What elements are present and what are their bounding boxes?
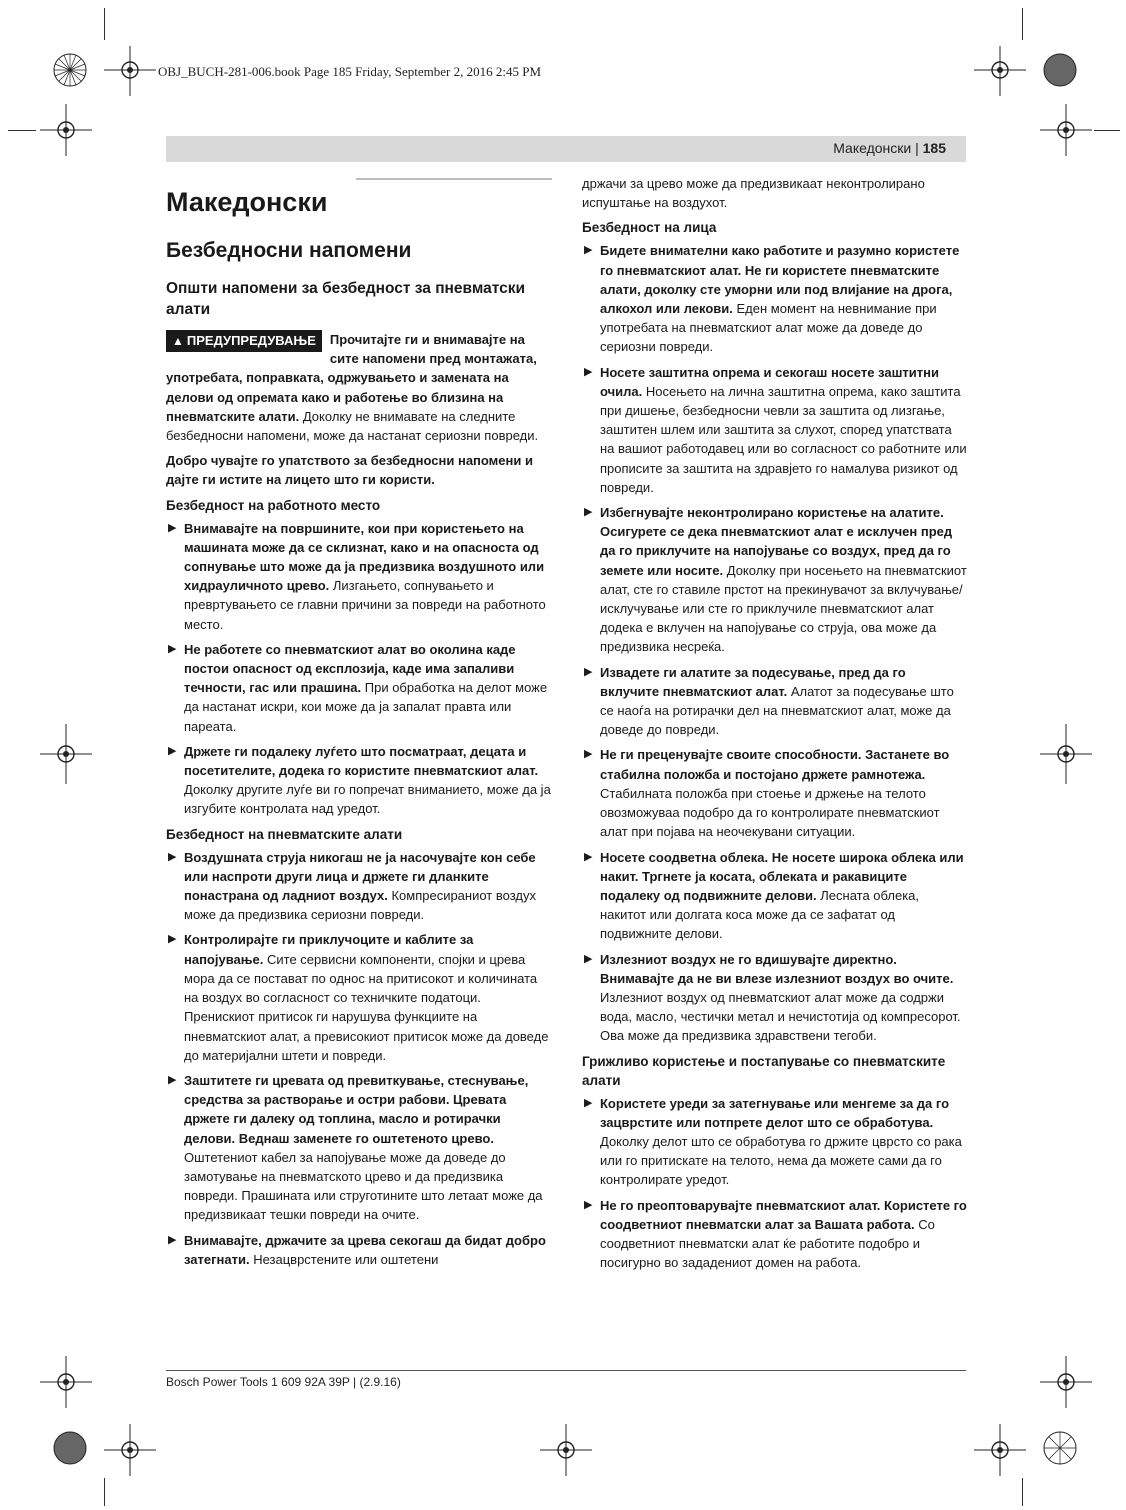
crosshair-right-upper bbox=[1036, 100, 1096, 160]
crop-line-top-right bbox=[1022, 8, 1023, 40]
keep-instructions-note: Добро чувајте го упатството за безбедносни напомени и дајте ги истите на лицето што ги користи. bbox=[166, 453, 533, 488]
list-item bbox=[582, 241, 968, 356]
crosshair-bottom-right bbox=[970, 1420, 1030, 1480]
bullet-arrow-icon: ▶ bbox=[584, 506, 593, 519]
crop-line-bottom-right bbox=[1022, 1478, 1023, 1506]
list-item bbox=[582, 1196, 968, 1273]
bullet-arrow-icon: ▶ bbox=[168, 642, 177, 655]
section-heading: Безбедносни напомени bbox=[166, 239, 412, 262]
item-text: Лизгањето, сопнувањето и превртувањето се главни причини за повреди на работното место. bbox=[184, 578, 546, 632]
header-language: Македонски bbox=[833, 140, 912, 156]
registration-mark-bottom-right bbox=[1030, 1418, 1090, 1478]
warning-triangle-icon: ▲ bbox=[172, 334, 184, 348]
item-bold: Не работете со пневматскиот алат во околина каде постои опасност од експлозија, каде има запаливи течности, гас или прашина. bbox=[184, 641, 516, 696]
crosshair-left-lower bbox=[36, 1352, 96, 1412]
continuation-text: држачи за црево може да предизвикаат неконтролирано испуштање на воздухот. bbox=[582, 176, 925, 211]
bullet-arrow-icon: ▶ bbox=[168, 1073, 177, 1086]
item-bold: Извадете ги алатите за подесување, пред да го вклучите пневматскиот алат. bbox=[600, 664, 906, 699]
tools-list bbox=[166, 848, 552, 1269]
list-item bbox=[166, 519, 552, 634]
item-bold: Контролирајте ги приклучоците и каблите за напојување. bbox=[184, 932, 474, 967]
crosshair-top-right bbox=[970, 42, 1030, 102]
list-item bbox=[166, 1231, 552, 1269]
crosshair-left-upper bbox=[36, 100, 96, 160]
bullet-arrow-icon: ▶ bbox=[584, 850, 593, 863]
bullet-arrow-icon: ▶ bbox=[168, 521, 177, 534]
bullet-arrow-icon: ▶ bbox=[168, 744, 177, 757]
warning-paragraph bbox=[166, 330, 552, 445]
item-bold: Внимавајте на површините, кои при користењето на машината може да се склизнат, како и на опасноста од сопнување што може да ја предизвика воздушното или хидрауличното црево. bbox=[184, 520, 545, 594]
item-bold: Воздушната струја никогаш не ја насочувајте кон себе или наспроти други лица и држете ги дланките понастрана од ладниот воздух. bbox=[184, 849, 536, 904]
bullet-arrow-icon: ▶ bbox=[584, 1096, 593, 1109]
item-bold: Не го преоптоварувајте пневматскиот алат. Користете го соодветниот пневматски алат за Вашата работа. bbox=[600, 1197, 967, 1232]
item-text: Компресираниот воздух може да предизвика сериозни повреди. bbox=[184, 888, 536, 923]
item-bold: Излезниот воздух не го вдишувајте директно. Внимавајте да не ви влезе излезниот воздух во очите. bbox=[600, 951, 954, 986]
crop-line-right-top bbox=[1094, 130, 1120, 131]
right-column bbox=[582, 174, 968, 1278]
item-bold: Внимавајте, држачите за црева секогаш да бидат добро затегнати. bbox=[184, 1232, 546, 1267]
personal-heading: Безбедност на лица bbox=[582, 220, 717, 236]
item-text: Излезниот воздух од пневматскиот алат може да содржи вода, масло, честички метал и нечистотија од компресорот. Ова може да предизвика здравствени тегоби. bbox=[600, 989, 961, 1044]
crosshair-top-left bbox=[100, 42, 160, 102]
warning-text: Доколку не внимавате на следните безбедносни напомени, може да настанат сериозни повреди. bbox=[166, 408, 539, 444]
registration-mark-bottom-left bbox=[40, 1418, 100, 1478]
list-item bbox=[582, 848, 968, 944]
crosshair-right-middle bbox=[1036, 724, 1096, 784]
list-item bbox=[166, 848, 552, 925]
list-item bbox=[582, 950, 968, 1046]
crop-line-top-left bbox=[104, 8, 105, 40]
item-bold: Заштитете ги цревата од превиткување, стеснување, средства за растворање и остри рабови. Цревата држете ги далеку од топлина, масло и ротирачки делови. Веднаш заменете го оштетеното црево. bbox=[184, 1072, 529, 1146]
column-rule bbox=[356, 178, 552, 180]
header-page-number: 185 bbox=[922, 140, 946, 156]
list-item bbox=[166, 640, 552, 736]
subsection-heading: Општи напомени за безбедност за пневматски алати bbox=[166, 280, 526, 318]
item-text: Стабилната положба при стоење и држење на телото овозможуваа подобро да го контролирате пневматскиот алат при појава на неочекувани ситуации. bbox=[600, 785, 940, 840]
footer-rule bbox=[166, 1370, 966, 1371]
bullet-arrow-icon: ▶ bbox=[584, 748, 593, 761]
print-slug: OBJ_BUCH-281-006.book Page 185 Friday, September 2, 2016 2:45 PM bbox=[158, 64, 542, 79]
registration-mark-top-left bbox=[40, 40, 100, 100]
item-bold: Држете ги подалеку луѓето што посматраат, децата и посетителите, додека го користите пневматскиот алат. bbox=[184, 743, 539, 779]
item-bold: Користете уреди за затегнување или менгеме за да го зацврстите или потпрете делот што се обработува. bbox=[600, 1095, 950, 1130]
item-bold: Избегнувајте неконтролирано користење на алатите. Осигурете се дека пневматскиот алат е исклучен пред да го приклучите на напојување со воздух, пред да го земете или носите. bbox=[600, 505, 953, 578]
crop-line-left-top bbox=[8, 130, 36, 131]
list-item bbox=[582, 663, 968, 740]
bullet-arrow-icon: ▶ bbox=[168, 933, 177, 946]
list-item bbox=[582, 363, 968, 497]
list-item bbox=[582, 503, 968, 657]
workplace-list bbox=[166, 519, 552, 819]
workplace-heading: Безбедност на работното место bbox=[166, 497, 381, 513]
handling-list bbox=[582, 1094, 968, 1273]
header-separator: | bbox=[915, 140, 919, 156]
page-footer: Bosch Power Tools 1 609 92A 39P | (2.9.16) bbox=[166, 1375, 401, 1389]
crosshair-left-middle bbox=[36, 724, 96, 784]
item-text: Со соодветниот пневматски алат ќе работите подобро и посигурно во зададениот домен на работа. bbox=[600, 1216, 935, 1271]
personal-list bbox=[582, 241, 968, 1045]
warning-label: ПРЕДУПРЕДУВАЊЕ bbox=[186, 333, 316, 348]
bullet-arrow-icon: ▶ bbox=[584, 665, 593, 678]
item-text: Доколку другите луѓе ви го попречат вниманието, може да ја изгубите контролата над уредот. bbox=[184, 782, 551, 817]
item-text: Доколку делот што се обработува го држите цврсто со рака или го притискате на телото, нема да можете сами да го контролирате уредот. bbox=[600, 1133, 962, 1188]
list-item bbox=[166, 930, 552, 1064]
crosshair-bottom-left bbox=[100, 1420, 160, 1480]
item-text: При обработка на делот може да настанат искри, кои може да ја запалат правта или пареата. bbox=[184, 680, 548, 734]
item-text: Доколку при носењето на пневматскиот алат, сте го ставиле прстот на прекинувачот за вклучување/исклучување или сте го приклучиле пневматскиот алат додека е вклучен на напојување со струја, ова може да предизвика несреќа. bbox=[600, 562, 967, 655]
crosshair-bottom-center bbox=[536, 1420, 596, 1480]
list-item bbox=[166, 1071, 552, 1225]
item-bold: Носете соодветна облека. Не носете широка облека или накит. Тргнете ја косата, облеката и ракавиците подалеку од подвижните делови. bbox=[600, 849, 964, 903]
item-text: Лесната облека, накитот или долгата коса може да се зафатат од подвижните делови. bbox=[600, 887, 920, 942]
bullet-arrow-icon: ▶ bbox=[168, 850, 177, 863]
left-column bbox=[166, 180, 552, 1275]
handling-heading: Грижливо користење и постапување со пневматските алати bbox=[582, 1053, 946, 1088]
bullet-arrow-icon: ▶ bbox=[584, 244, 593, 257]
crop-line-bottom-left bbox=[104, 1478, 105, 1506]
bullet-arrow-icon: ▶ bbox=[584, 365, 593, 378]
warning-bold-text: Прочитајте ги и внимавајте на сите напомени пред монтажата, употребата, поправката, одржувањето и замената на делови од опремата како и работење во близина на пневматските алати. bbox=[166, 332, 537, 424]
item-text: Еден момент на невнимание при употребата на пневматскиот алат може да доведе до сериозни повреди. bbox=[600, 301, 937, 355]
list-item bbox=[582, 1094, 968, 1190]
page-title: Македонски bbox=[166, 187, 328, 217]
item-text: Оштетениот кабел за напојување може да доведе до замотување на пневматското црево и да предизвика повреди. Прашината или струготините што летаат може да предизвикаат тешки повреди на очите. bbox=[184, 1149, 543, 1223]
item-bold: Носете заштитна опрема и секогаш носете заштитни очила. bbox=[600, 364, 939, 399]
item-text: Носењето на лична заштитна опрема, како заштита при дишење, безбедносни чевли за заштита од лизгање, заштитен шлем или заштита за слухот, според упатствата на вашиот работодавец или во согласност со работните или прописите за заштита на здравјето го намалува ризикот од повреди. bbox=[600, 383, 967, 495]
bullet-arrow-icon: ▶ bbox=[168, 1233, 177, 1246]
warning-badge bbox=[166, 330, 322, 352]
bullet-arrow-icon: ▶ bbox=[584, 952, 593, 965]
list-item bbox=[582, 745, 968, 841]
bullet-arrow-icon: ▶ bbox=[584, 1198, 593, 1211]
registration-mark-top-right bbox=[1030, 40, 1090, 100]
item-bold: Бидете внимателни како работите и разумно користете го пневматскиот алат. Не ги користете пневматските алати, доколку сте уморни или под влијание на дрога, алкохол или лекови. bbox=[600, 243, 960, 317]
list-item bbox=[166, 742, 552, 819]
tools-heading: Безбедност на пневматските алати bbox=[166, 826, 403, 842]
item-text: Алатот за подесување што се наоѓа на ротирачки дел на пневматскиот алат, може да доведе до повреди. bbox=[600, 683, 954, 738]
page-header bbox=[833, 140, 946, 156]
item-text: Сите сервисни компоненти, спојки и црева мора да се поставaт по однос на притисокот и количината на воздух во согласност со техничките податоци. Пренискиот притисок ги нарушува функциите на пневматскиот алат, а превисокиот притисок може да доведе до материјални штети и повреди. bbox=[184, 951, 549, 1063]
crosshair-right-lower bbox=[1036, 1352, 1096, 1412]
item-text: Незацврстените или оштетени bbox=[249, 1251, 439, 1267]
item-bold: Не ги преценувајте своите способности. Застанете во стабилна положба и постојано држете рамнотежа. bbox=[600, 747, 950, 782]
